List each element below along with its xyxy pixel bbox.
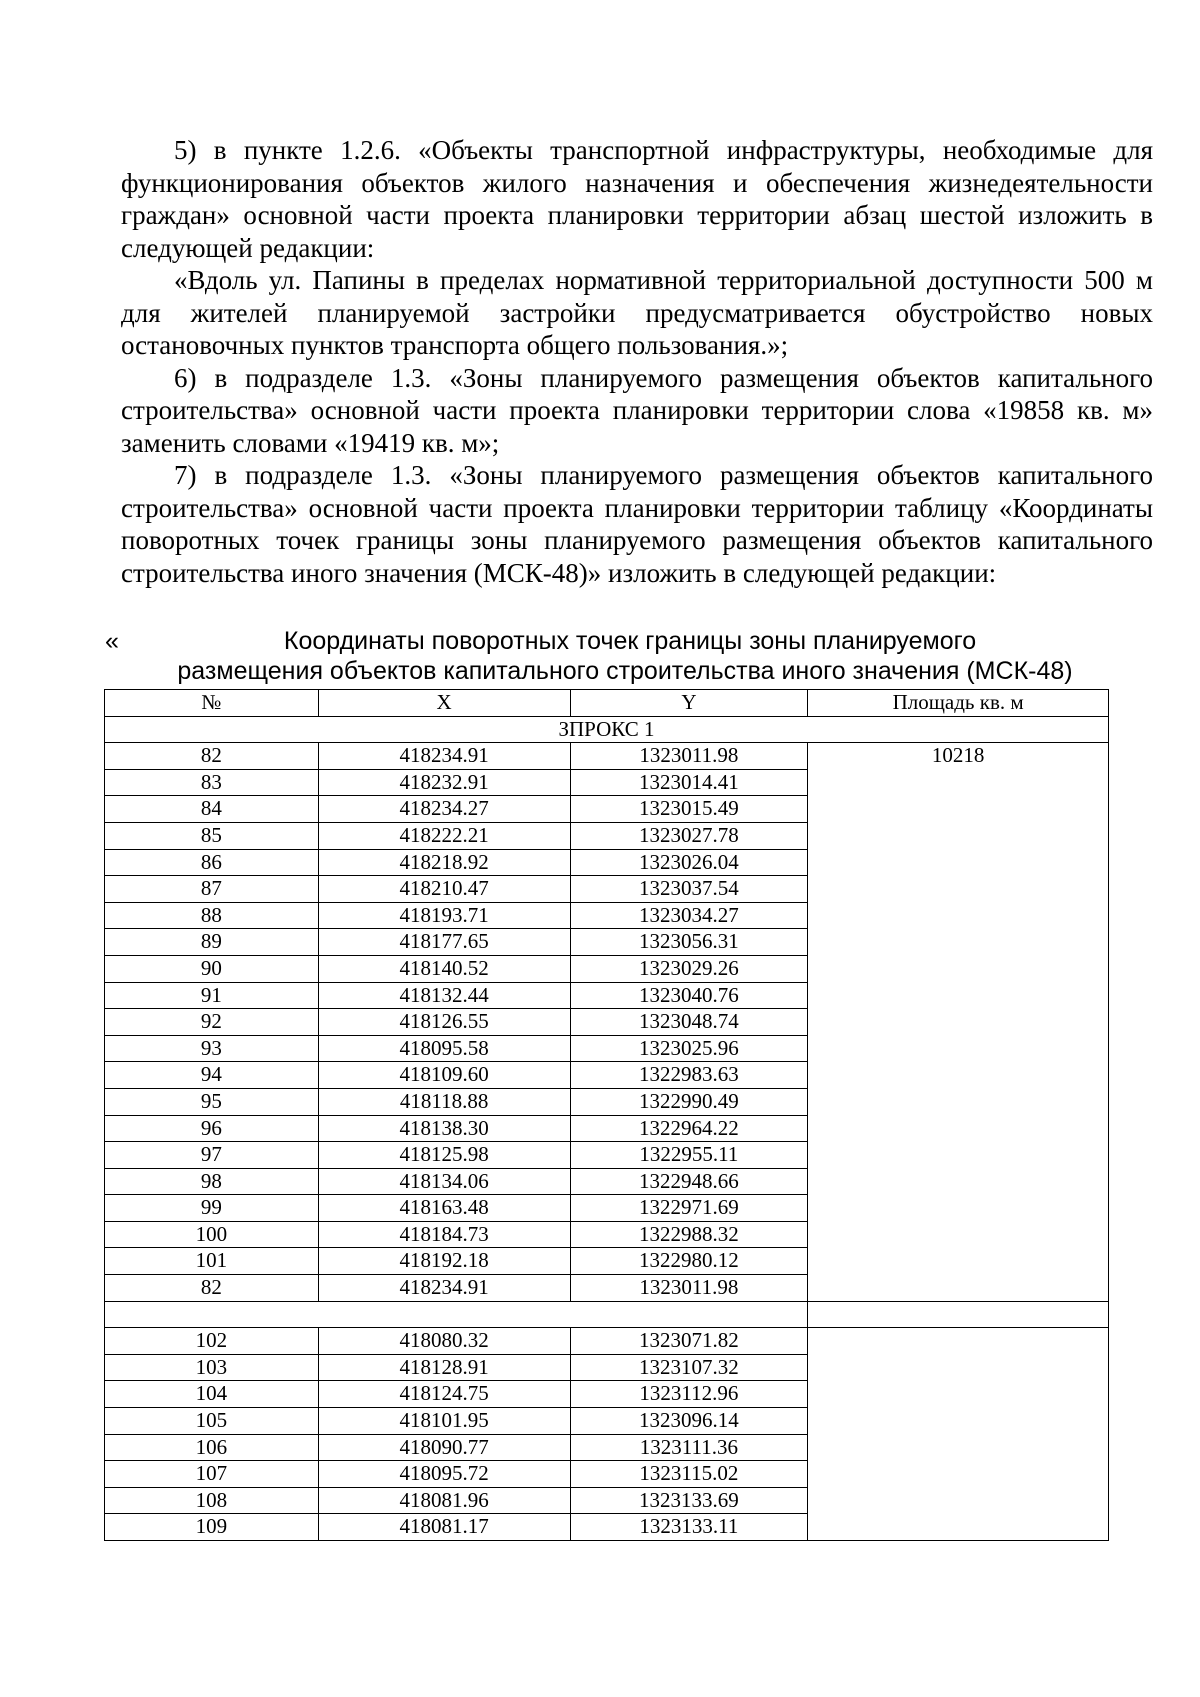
coordinate-y: 1322983.63 bbox=[570, 1062, 808, 1089]
coordinate-x: 418126.55 bbox=[318, 1009, 570, 1036]
coordinate-y: 1323015.49 bbox=[570, 796, 808, 823]
table-title-line-1: Координаты поворотных точек границы зоны планируемого bbox=[283, 627, 977, 655]
coordinate-y: 1322964.22 bbox=[570, 1115, 808, 1142]
point-number: 86 bbox=[105, 849, 319, 876]
coordinate-y: 1323027.78 bbox=[570, 822, 808, 849]
coordinate-y: 1322990.49 bbox=[570, 1088, 808, 1115]
coordinate-x: 418132.44 bbox=[318, 982, 570, 1009]
point-number: 82 bbox=[105, 743, 319, 770]
paragraph-item-5: 5) в пункте 1.2.6. «Объекты транспортной инфраструктуры, необходимые для функционирования объектов жилого назначения и обеспечения жизнедеятельности граждан» основной части проекта планировки территории абзац шестой изложить в следующей редакции: bbox=[121, 135, 1153, 263]
coordinate-x: 418140.52 bbox=[318, 955, 570, 982]
coordinate-x: 418222.21 bbox=[318, 822, 570, 849]
coordinate-y: 1322971.69 bbox=[570, 1195, 808, 1222]
table-row bbox=[105, 743, 1109, 770]
point-number: 84 bbox=[105, 796, 319, 823]
header-y: Y bbox=[570, 690, 808, 717]
coordinate-y: 1323096.14 bbox=[570, 1408, 808, 1435]
paragraph-item-7: 7) в подразделе 1.3. «Зоны планируемого размещения объектов капитального строительства» основной части проекта планировки территории таблицу «Координаты поворотных точек границы зоны планируемого размещения объектов капитального строительства иного значения (МСК-48)» изложить в следующей редакции: bbox=[121, 460, 1153, 588]
point-number: 100 bbox=[105, 1221, 319, 1248]
coordinate-x: 418218.92 bbox=[318, 849, 570, 876]
point-number: 105 bbox=[105, 1408, 319, 1435]
coordinate-x: 418177.65 bbox=[318, 929, 570, 956]
point-number: 98 bbox=[105, 1168, 319, 1195]
table-title-open-quote: « bbox=[105, 627, 119, 655]
coordinate-x: 418124.75 bbox=[318, 1381, 570, 1408]
group-label-row bbox=[105, 716, 1109, 743]
coordinate-y: 1322980.12 bbox=[570, 1248, 808, 1275]
table-title-line-2: размещения объектов капитального строительства иного значения (МСК-48) bbox=[177, 657, 1073, 685]
separator-area-cell bbox=[808, 1301, 1109, 1328]
coordinate-x: 418184.73 bbox=[318, 1221, 570, 1248]
coordinate-x: 418232.91 bbox=[318, 769, 570, 796]
coordinate-x: 418193.71 bbox=[318, 902, 570, 929]
point-number: 96 bbox=[105, 1115, 319, 1142]
point-number: 92 bbox=[105, 1009, 319, 1036]
coordinate-x: 418138.30 bbox=[318, 1115, 570, 1142]
coordinate-y: 1323133.69 bbox=[570, 1487, 808, 1514]
coordinate-y: 1323011.98 bbox=[570, 743, 808, 770]
table-header-row bbox=[105, 690, 1109, 717]
point-number: 89 bbox=[105, 929, 319, 956]
coordinate-y: 1323107.32 bbox=[570, 1354, 808, 1381]
coordinate-x: 418163.48 bbox=[318, 1195, 570, 1222]
body-text bbox=[121, 134, 1153, 589]
point-number: 88 bbox=[105, 902, 319, 929]
paragraph-item-6: 6) в подразделе 1.3. «Зоны планируемого размещения объектов капитального строительства» основной части проекта планировки территории слова «19858 кв. м» заменить словами «19419 кв. м»; bbox=[121, 362, 1153, 458]
point-number: 108 bbox=[105, 1487, 319, 1514]
coordinate-x: 418210.47 bbox=[318, 876, 570, 903]
group-label: ЗПРОКС 1 bbox=[105, 716, 1109, 743]
table-row bbox=[105, 1328, 1109, 1355]
header-number: № bbox=[105, 690, 319, 717]
coordinate-x: 418101.95 bbox=[318, 1408, 570, 1435]
point-number: 99 bbox=[105, 1195, 319, 1222]
coordinate-y: 1323037.54 bbox=[570, 876, 808, 903]
point-number: 103 bbox=[105, 1354, 319, 1381]
coordinate-x: 418234.27 bbox=[318, 796, 570, 823]
coordinate-x: 418234.91 bbox=[318, 743, 570, 770]
point-number: 97 bbox=[105, 1142, 319, 1169]
point-number: 101 bbox=[105, 1248, 319, 1275]
coordinate-x: 418192.18 bbox=[318, 1248, 570, 1275]
coordinate-y: 1323014.41 bbox=[570, 769, 808, 796]
area-empty bbox=[808, 1328, 1109, 1541]
coordinate-x: 418118.88 bbox=[318, 1088, 570, 1115]
point-number: 83 bbox=[105, 769, 319, 796]
coordinate-y: 1323029.26 bbox=[570, 955, 808, 982]
coordinate-y: 1323040.76 bbox=[570, 982, 808, 1009]
coordinate-x: 418234.91 bbox=[318, 1275, 570, 1302]
area-value: 10218 bbox=[808, 743, 1109, 1301]
coordinate-y: 1322948.66 bbox=[570, 1168, 808, 1195]
point-number: 87 bbox=[105, 876, 319, 903]
coordinate-y: 1322955.11 bbox=[570, 1142, 808, 1169]
coordinate-y: 1323115.02 bbox=[570, 1461, 808, 1488]
coordinate-x: 418109.60 bbox=[318, 1062, 570, 1089]
coordinate-y: 1323026.04 bbox=[570, 849, 808, 876]
coordinate-x: 418081.96 bbox=[318, 1487, 570, 1514]
point-number: 104 bbox=[105, 1381, 319, 1408]
point-number: 82 bbox=[105, 1275, 319, 1302]
point-number: 90 bbox=[105, 955, 319, 982]
point-number: 102 bbox=[105, 1328, 319, 1355]
coordinate-x: 418125.98 bbox=[318, 1142, 570, 1169]
coordinate-x: 418090.77 bbox=[318, 1434, 570, 1461]
coordinate-y: 1323071.82 bbox=[570, 1328, 808, 1355]
coordinate-y: 1323056.31 bbox=[570, 929, 808, 956]
header-area: Площадь кв. м bbox=[808, 690, 1109, 717]
coordinate-y: 1323112.96 bbox=[570, 1381, 808, 1408]
point-number: 94 bbox=[105, 1062, 319, 1089]
point-number: 95 bbox=[105, 1088, 319, 1115]
point-number: 107 bbox=[105, 1461, 319, 1488]
coordinate-x: 418081.17 bbox=[318, 1514, 570, 1541]
point-number: 85 bbox=[105, 822, 319, 849]
paragraph-quote-stops: «Вдоль ул. Папины в пределах нормативной территориальной доступности 500 м для жителей планируемой застройки предусматривается обустройство новых остановочных пунктов транспорта общего пользования.»; bbox=[121, 265, 1153, 360]
coordinates-table bbox=[104, 689, 1109, 1541]
coordinate-y: 1322988.32 bbox=[570, 1221, 808, 1248]
coordinate-x: 418095.58 bbox=[318, 1035, 570, 1062]
coordinate-x: 418080.32 bbox=[318, 1328, 570, 1355]
coordinate-y: 1323111.36 bbox=[570, 1434, 808, 1461]
point-number: 91 bbox=[105, 982, 319, 1009]
coordinate-x: 418128.91 bbox=[318, 1354, 570, 1381]
coordinate-y: 1323011.98 bbox=[570, 1275, 808, 1302]
table-title bbox=[105, 626, 1115, 686]
coordinate-y: 1323133.11 bbox=[570, 1514, 808, 1541]
coordinate-y: 1323034.27 bbox=[570, 902, 808, 929]
coordinate-y: 1323048.74 bbox=[570, 1009, 808, 1036]
separator-cell bbox=[105, 1301, 808, 1328]
table-body bbox=[105, 716, 1109, 1540]
header-x: X bbox=[318, 690, 570, 717]
coordinate-y: 1323025.96 bbox=[570, 1035, 808, 1062]
point-number: 93 bbox=[105, 1035, 319, 1062]
point-number: 106 bbox=[105, 1434, 319, 1461]
separator-row bbox=[105, 1301, 1109, 1328]
coordinate-x: 418095.72 bbox=[318, 1461, 570, 1488]
point-number: 109 bbox=[105, 1514, 319, 1541]
coordinate-x: 418134.06 bbox=[318, 1168, 570, 1195]
